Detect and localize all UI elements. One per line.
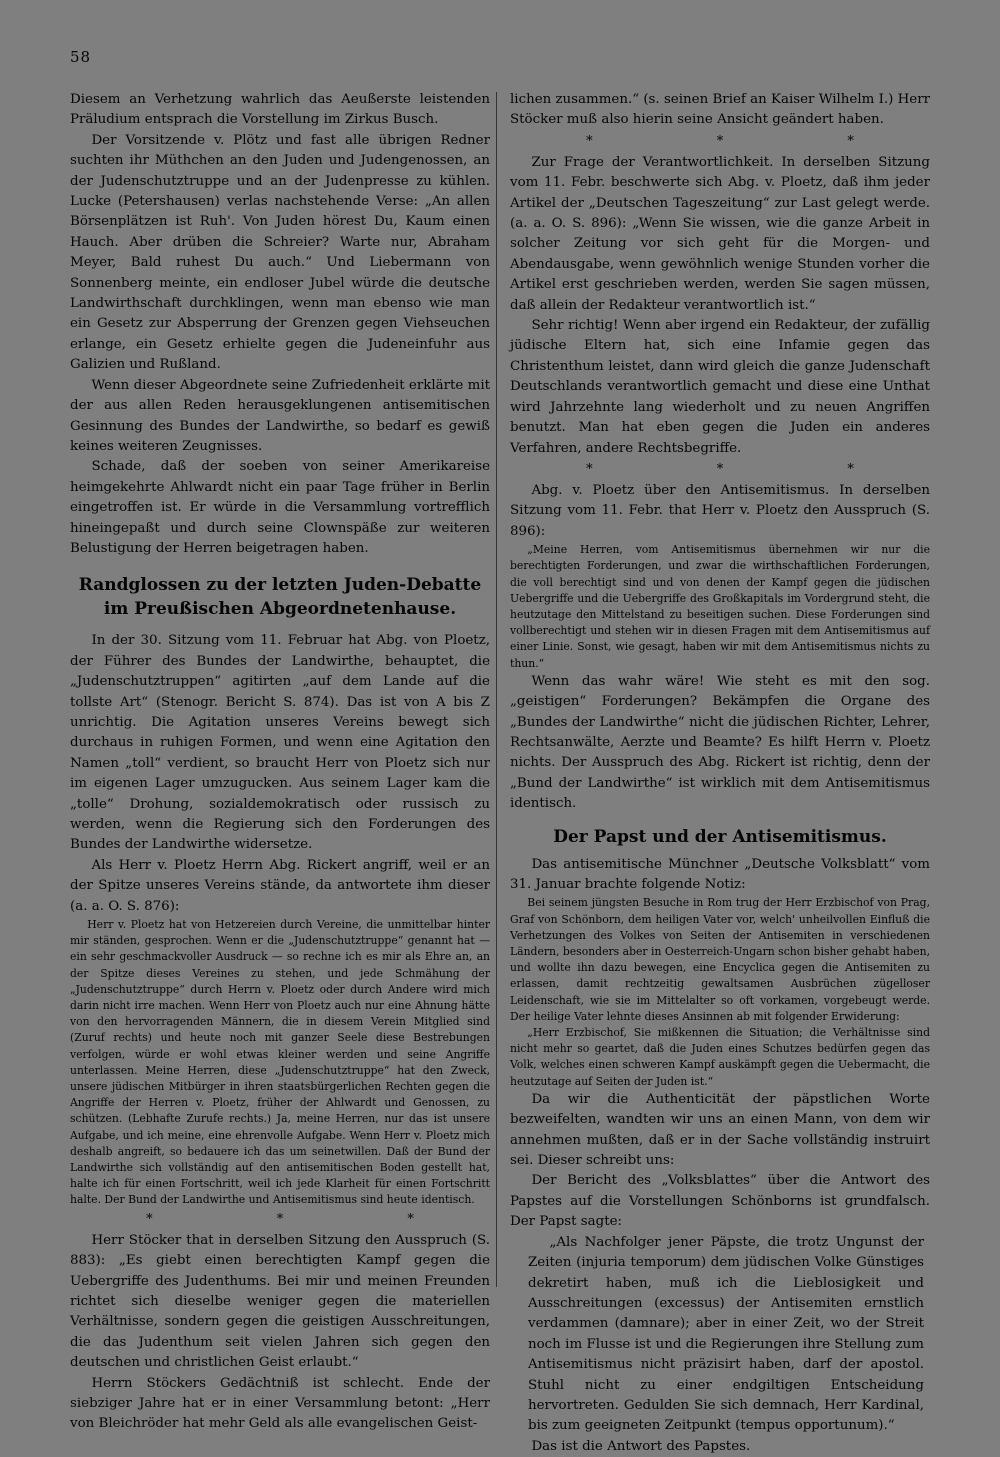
paragraph: Wenn das wahr wäre! Wie steht es mit den sog. „geistigen“ Forderungen? Bekämpfen die Organe des „Bundes der Landwirthe“ nicht die jüdischen Richter, Lehrer, Rechtsanwälte, Aerzte und Beamte? Es hilft Herrn v. Ploetz nichts. Der Ausspruch des Abg. Rickert ist richtig, denn der „Bund der Landwirthe“ ist wirklich mit dem Antisemitismus identisch. — [510, 673, 930, 812]
paragraph: Wenn dieser Abgeordnete seine Zufriedenheit erklärte mit der aus allen Reden herausgeklungenen antisemitischen Gesinnung des Bundes der Landwirthe, so bedarf es gewiß keines weiteren Zeugnisses. — [70, 377, 490, 454]
page-number: 58 — [70, 48, 92, 66]
paragraph: Der Bericht des „Volksblattes“ über die Antwort des Papstes auf die Vorstellungen Schönborns ist grundfalsch. Der Papst sagte: — [510, 1173, 930, 1230]
quote-text: „Herr Erzbischof, Sie mißkennen die Situation; die Verhältnisse sind nicht mehr so geartet, daß die Juden eines Schutzes bedürfen gegen das Volk, welches einen schweren Kampf auskämpft gegen die Uebermacht, die heutzutage auf Seiten der Juden ist.“ — [510, 1026, 930, 1088]
divider-stars: * * * — [146, 1211, 474, 1227]
paragraph: Der Vorsitzende v. Plötz und fast alle übrigen Redner suchten ihr Müthchen an den Juden und Judengenossen, an der Judenschutztruppe und an der Judenpresse zu kühlen. Lucke (Petershausen) verlas nachstehende Verse: „An allen Börsenplätzen ist Ruh'. Von Juden hörest Du, Kaum einen Hauch. Aber drüben die Schreier? Warte nur, Abraham Meyer, Bald ruhest Du auch.“ Und Liebermann von Sonnenberg meinte, ein endloser Jubel würde die deutsche Landwirthschaft durchklingen, wenn man ebenso wie man ein Gesetz zur Absperrung der Grenzen gegen Viehseuchen erlange, ein Gesetz erhielte gegen die Judeneinfuhr aus Galizien und Rußland. — [70, 132, 490, 373]
paragraph: Diesem an Verhetzung wahrlich das Aeußerste leistenden Präludium entsprach die Vorstellung im Zirkus Busch. — [70, 92, 490, 128]
column-rule — [496, 92, 497, 1287]
paragraph: Schade, daß der soeben von seiner Amerikareise heimgekehrte Ahlwardt nicht ein paar Tage früher in Berlin eingetroffen ist. Er würde in die Versammlung vortrefflich hineingepaßt und durch seine Clownspäße zur weiteren Belustigung der Herren beigetragen haben. — [70, 459, 490, 556]
paragraph: Das ist die Antwort des Papstes. — [531, 1438, 751, 1454]
quote-text: „Als Nachfolger jener Päpste, die trotz Ungunst der Zeiten (injuria temporum) dem jüdischen Volke Günstiges dekretirt haben, muß ich die Lieblosigkeit und Ausschreitungen (excessus) der Antisemiten ernstlich verdammen (damnare); aber in einer Zeit, wo der Streit noch im Flusse ist und die Regierungen ihre Stellung zum Antisemitismus nicht präzisirt haben, darf der apostol. Stuhl nicht zu einer endgiltigen Entscheidung hervortreten. Gedulden Sie sich demnach, Herr Kardinal, bis zum geeigneten Zeitpunkt (tempus opportunum).“ — [528, 1234, 924, 1434]
left-column — [70, 90, 490, 1435]
quote-block — [510, 1233, 930, 1437]
paragraph: Sehr richtig! Wenn aber irgend ein Redakteur, der zufällig jüdische Eltern hat, sich eine Infamie gegen das Christenthum leistet, dann wird gleich die ganze Judenschaft Deutschlands verantwortlich gemacht und diese eine Unthat wird Jahrzehnte lang wiederholt und zu neuen Angriffen benutzt. Man hat eben gegen die Juden ein anderes Verfahren, andere Rechtsbegriffe. — [510, 318, 930, 456]
paragraph: Herr Stöcker that in derselben Sitzung den Ausspruch (S. 883): „Es giebt einen berechtigten Kampf gegen die Uebergriffe des Judenthums. Bei mir und meinen Freunden richtet sich dieselbe weniger gegen die materiellen Verhältnisse, sondern gegen die geistigen Ausschreitungen, die das Judenthum seit vielen Jahren sich gegen den deutschen und christlichen Geist erlaubt.“ — [70, 1232, 490, 1371]
paragraph: Das antisemitische Münchner „Deutsche Volksblatt“ vom 31. Januar brachte folgende Notiz: — [510, 856, 930, 892]
divider-stars: * * * — [586, 461, 914, 477]
quote-text: „Meine Herren, vom Antisemitismus übernehmen wir nur die berechtigten Forderungen, und zwar die wirthschaftlichen Forderungen, die voll berechtigt sind und von denen der Kampf gegen die jüdischen Uebergriffe und die Uebergriffe des Großkapitals im Vordergrund steht, die heutzutage den Mittelstand zu beseitigen suchen. Diese Forderungen sind vollberechtigt und stehen wir in diesen Fragen mit dem Antisemitismus auf einer Linie. Sonst, wie gesagt, haben wir mit dem Antisemitismus nichts zu thun.“ — [510, 543, 930, 670]
section-heading: Randglossen zu der letzten Juden-Debatte im Preußischen Abgeordnetenhause. — [78, 575, 482, 620]
paragraph: Als Herr v. Ploetz Herrn Abg. Rickert angriff, weil er an der Spitze unseres Vereins stände, da antwortete ihm dieser (a. a. O. S. 876): — [70, 857, 490, 914]
paragraph: Zur Frage der Verantwortlichkeit. In derselben Sitzung vom 11. Febr. beschwerte sich Abg. v. Ploetz, daß ihm jeder Artikel der „Deutschen Tageszeitung“ zur Last gelegt werde. (a. a. O. S. 896): „Wenn Sie wissen, wie die ganze Arbeit in solcher Zeitung vor sich geht für die Morgen- und Abendausgabe, wenn gewöhnlich wenige Stunden vorher die Artikel erst geschrieben werden, werden Sie sagen müssen, daß allein der Redakteur verantwortlich ist.“ — [510, 154, 930, 313]
quote-block — [70, 917, 490, 1209]
quote-block — [510, 895, 930, 1089]
section-heading: Der Papst und der Antisemitismus. — [553, 826, 887, 847]
quote-block — [510, 542, 930, 672]
paragraph: lichen zusammen.“ (s. seinen Brief an Kaiser Wilhelm I.) Herr Stöcker muß also hierin seine Ansicht geändert haben. — [510, 92, 931, 128]
quote-text: Herr v. Ploetz hat von Hetzereien durch Vereine, die unmittelbar hinter mir ständen, gesprochen. Wenn er die „Judenschutztruppe“ genannt hat — ein sehr geschmackvoller Ausdruck — so rechne ich es mir als Ehre an, an der Spitze dieses Vereines zu stehen, und jede Schmähung der „Judenschutztruppe“ durch Herrn v. Ploetz oder durch Andere wird mich darin nicht irre machen. Wenn Herr von Ploetz auch nur eine Ahnung hätte von den hervorragenden Männern, die in diesem Verein Mitglied sind (Zuruf rechts) und heute noch mit ganzer Seele diese Bestrebungen verfolgen, würde er wohl etwas kleiner werden und seine Angriffe unterlassen. Meine Herren, diese „Judenschutztruppe“ hat den Zweck, unsere jüdischen Mitbürger in ihren staatsbürgerlichen Rechten gegen die Angriffe der Herren v. Ploetz, früher der Ahlwardt und Genossen, zu schützen. (Lebhafte Zurufe rechts.) Ja, meine Herren, nur das ist unsere Aufgabe, und ich meine, eine ehrenvolle Aufgabe. Wenn Herr v. Ploetz mich deshalb angreift, so bedauere ich das um seinetwillen. Daß der Bund der Landwirthe sich vollständig auf den antisemitischen Boden gestellt hat, halte ich für einen Fortschritt, weil ich jede Klarheit für einen Fortschritt halte. Der Bund der Landwirthe und Antisemitismus sind heute identisch. — [70, 918, 490, 1207]
paragraph: Da wir die Authenticität der päpstlichen Worte bezweifelten, wandten wir uns an einen Mann, von dem wir annehmen mußten, daß er in der Sache vollständig instruirt sei. Dieser schreibt uns: — [510, 1091, 930, 1169]
paragraph: Abg. v. Ploetz über den Antisemitismus. In derselben Sitzung vom 11. Febr. that Herr v. Ploetz den Ausspruch (S. 896): — [510, 482, 930, 539]
paragraph: In der 30. Sitzung vom 11. Februar hat Abg. von Ploetz, der Führer des Bundes der Landwirthe, behauptet, die „Judenschutztruppen“ agitirten „auf dem Lande auf die tollste Art“ (Stenogr. Bericht S. 874). Das ist von A bis Z unrichtig. Die Agitation unseres Vereins bewegt sich durchaus in ruhigen Formen, und wenn eine Agitation den Namen „toll“ verdient, so braucht Herr von Ploetz sich nur im eigenen Lager umzugucken. Aus seinem Lager kam die „tolle“ Drohung, sozialdemokratisch oder russisch zu werden, wenn die Regierung sich den Forderungen des Bundes der Landwirthe widersetze. — [70, 633, 490, 853]
quote-text: Bei seinem jüngsten Besuche in Rom trug der Herr Erzbischof von Prag, Graf von Schönborn, dem heiligen Vater vor, welch' unheilvollen Einfluß die Verhetzungen des Volkes von Seiten der Antisemiten in verschiedenen Ländern, besonders aber in Oesterreich-Ungarn schon bisher gehabt haben, und wollte ihn dazu bewegen, eine Encyclica gegen die Antisemiten zu erlassen, damit rechtzeitig gewaltsamen Ausbrüchen zügelloser Leidenschaft, wie sie im Mittelalter so oft vorkamen, vorgebeugt werde. Der heilige Vater lehnte dieses Ansinnen ab mit folgender Erwiderung: — [510, 896, 930, 1023]
divider-stars: * * * — [586, 133, 914, 149]
right-column — [510, 90, 930, 1457]
paragraph: Herrn Stöckers Gedächtniß ist schlecht. Ende der siebziger Jahre hat er in einer Versammlung betont: „Herr von Bleichröder hat mehr Geld als alle evangelischen Geist- — [70, 1375, 490, 1432]
